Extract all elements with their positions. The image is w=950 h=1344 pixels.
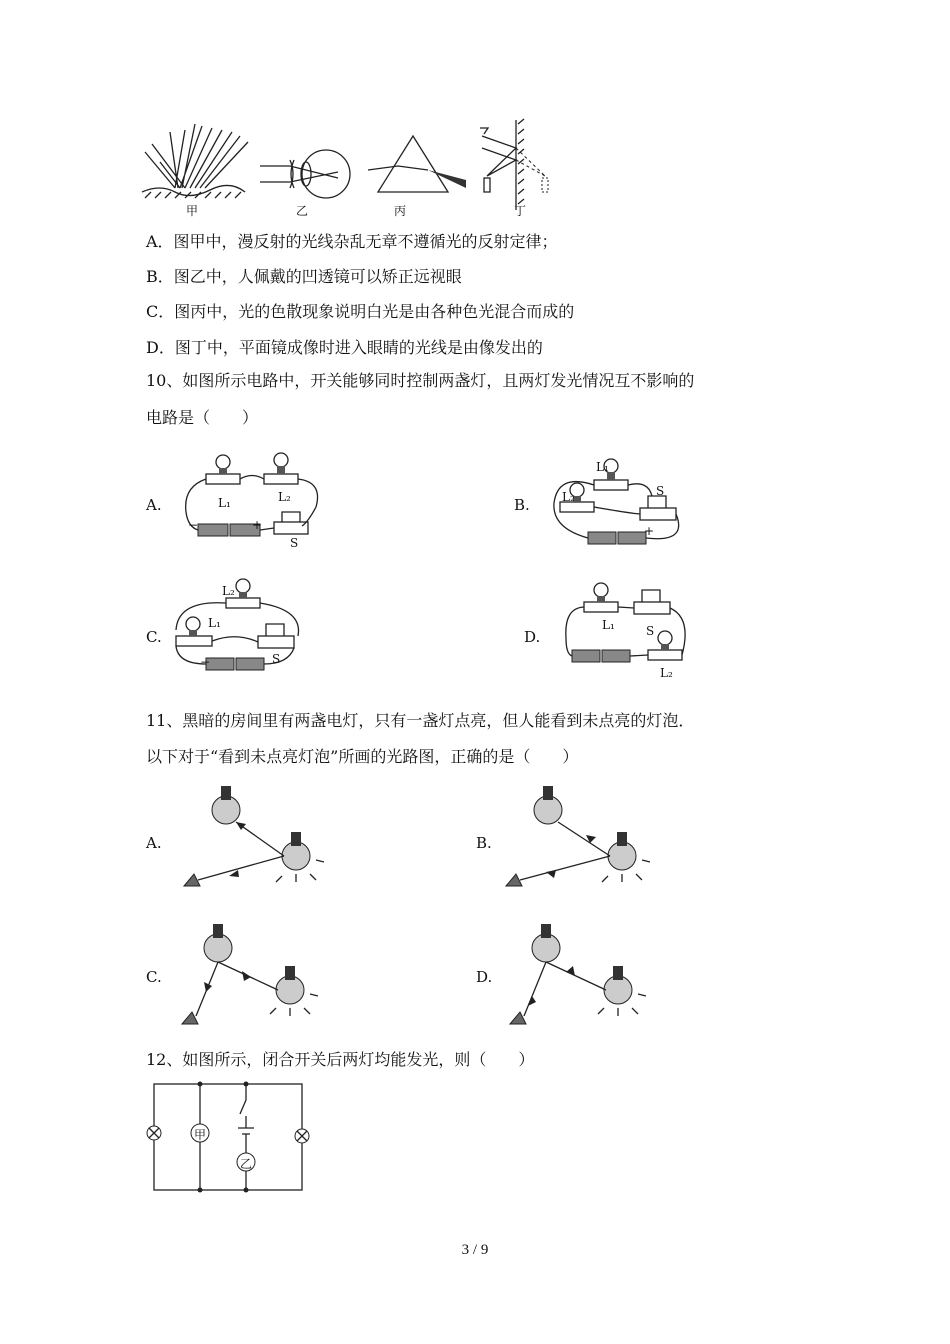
- q12-circuit-figure: [144, 1080, 304, 1196]
- q11-stem-line2: 以下对于“看到未点亮灯泡”所画的光路图，正确的是（ ）: [146, 747, 579, 766]
- circuit-b-s: S: [656, 484, 665, 498]
- q9-option-b: B．图乙中，人佩戴的凹透镜可以矫正远视眼: [146, 267, 462, 286]
- q10-option-d-label: D.: [524, 628, 541, 646]
- q10-stem-line2: 电路是（ ）: [146, 408, 259, 427]
- circuit-a-l2: L₂: [278, 490, 291, 504]
- circuit-d-l1: L₁: [602, 618, 615, 632]
- circuit-d-l2: L₂: [660, 666, 673, 680]
- diffuse-reflection-figure: [140, 122, 250, 202]
- circuit-d-s: S: [646, 624, 655, 638]
- circuit-d-figure: [560, 578, 710, 678]
- light-path-a-figure: [178, 782, 338, 892]
- circuit-b-figure: [548, 458, 698, 553]
- caption-yi: 乙: [296, 204, 309, 218]
- circuit-c-figure: [168, 580, 318, 675]
- q11-option-b-label: B.: [476, 834, 492, 852]
- circuit-c-s: S: [272, 652, 281, 666]
- prism-dispersion-figure: [368, 132, 468, 202]
- light-path-c-figure: [176, 920, 336, 1030]
- q12-meter-yi: 乙: [240, 1157, 253, 1171]
- circuit-b-l1: L₁: [596, 460, 609, 474]
- q12-stem: 12、如图所示，闭合开关后两灯均能发光，则（ ）: [146, 1050, 535, 1069]
- q11-option-d-label: D.: [476, 968, 493, 986]
- circuit-b-plus: +: [644, 524, 655, 538]
- q10-option-c-label: C.: [146, 628, 162, 646]
- q11-option-a-label: A.: [146, 834, 162, 852]
- q9-option-c: C．图丙中，光的色散现象说明白光是由各种色光混合而成的: [146, 302, 575, 321]
- caption-ding: 丁: [514, 204, 527, 218]
- circuit-c-minus: −: [200, 655, 211, 669]
- page-number: 3 / 9: [461, 1242, 489, 1258]
- q10-stem-line1: 10、如图所示电路中，开关能够同时控制两盏灯，且两灯发光情况互不影响的: [146, 371, 695, 390]
- circuit-a-figure: [178, 452, 328, 547]
- light-path-d-figure: [504, 920, 664, 1030]
- q9-option-a: A．图甲中，漫反射的光线杂乱无章不遵循光的反射定律；: [146, 232, 558, 251]
- q10-option-a-label: A.: [146, 496, 162, 514]
- plane-mirror-figure: [478, 118, 558, 213]
- circuit-c-l2: L₂: [222, 584, 235, 598]
- circuit-a-l1: L₁: [218, 496, 231, 510]
- q11-stem-line1: 11、黑暗的房间里有两盏电灯，只有一盏灯点亮，但人能看到未点亮的灯泡．: [146, 711, 695, 730]
- q11-option-c-label: C.: [146, 968, 162, 986]
- eye-lens-figure: [258, 140, 358, 210]
- q12-meter-jia: 甲: [194, 1128, 207, 1142]
- q9-option-d: D．图丁中，平面镜成像时进入眼睛的光线是由像发出的: [146, 338, 543, 357]
- q10-option-b-label: B.: [514, 496, 530, 514]
- caption-bing: 丙: [394, 204, 407, 218]
- circuit-c-l1: L₁: [208, 616, 221, 630]
- circuit-a-minus: −: [188, 518, 199, 532]
- circuit-a-plus: +: [252, 518, 263, 532]
- light-path-b-figure: [500, 782, 660, 892]
- caption-jia: 甲: [186, 204, 199, 218]
- circuit-a-s: S: [290, 536, 299, 550]
- circuit-b-l2: L₂: [562, 490, 575, 504]
